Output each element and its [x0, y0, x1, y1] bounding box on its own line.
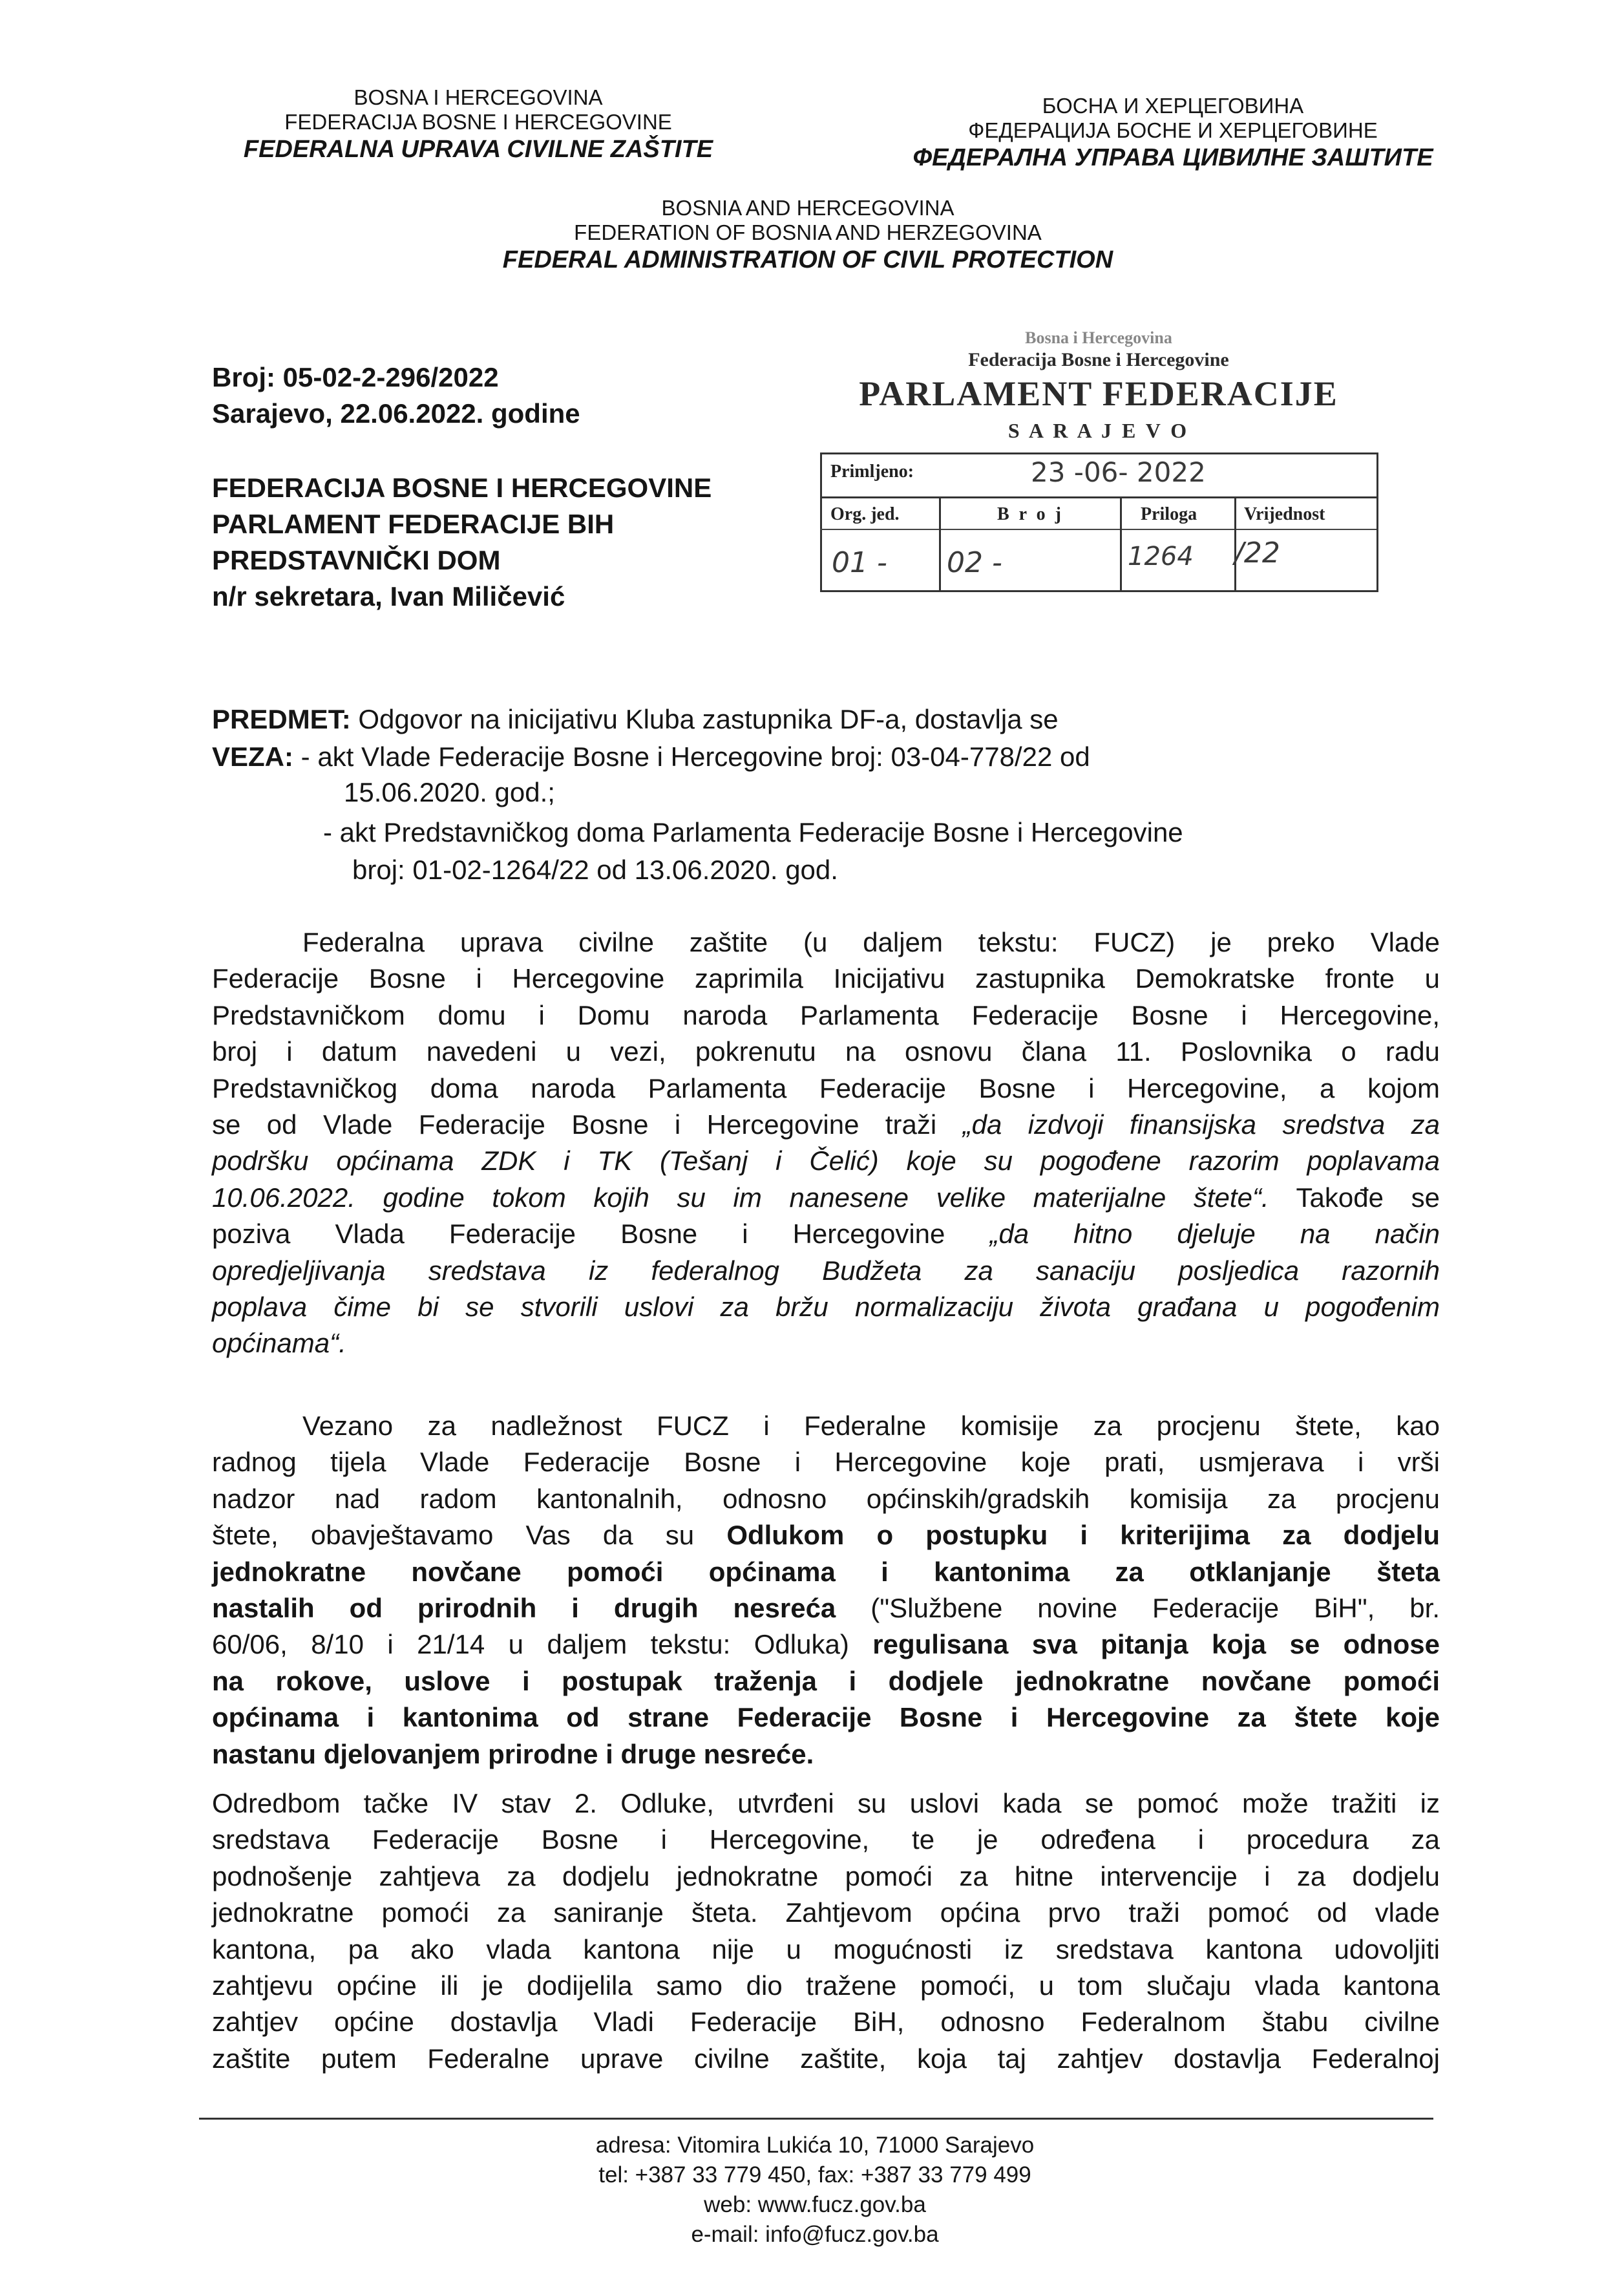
recipient-line-3: PREDSTAVNIČKI DOM [212, 545, 501, 575]
p2-line [212, 1626, 1440, 1663]
p2-line: jednokratne novčane pomoći općinama i kantonima za otklanjanje šteta [212, 1556, 1440, 1587]
stamp-col-attachments: Priloga [1141, 504, 1197, 524]
stamp-line-federation: Federacija Bosne i Hercegovine [968, 349, 1229, 370]
header-center-country: BOSNIA AND HERCEGOVINA [661, 196, 954, 220]
stamp-header-divider [820, 529, 1376, 530]
header-center-federation: FEDERATION OF BOSNIA AND HERZEGOVINA [574, 220, 1042, 244]
p1-line: opredjeljivanja sredstava iz federalnog Budžeta za sanaciju posljedica razornih [212, 1255, 1440, 1286]
stamp-handwritten-year: /22 [1234, 537, 1280, 570]
p1-line: poplava čime bi se stvorili uslovi za bržu normalizaciju života građana u pogođenim [212, 1292, 1440, 1323]
p1-text: poziva Vlada Federacije Bosne i Hercegovine [212, 1219, 990, 1250]
stamp-col-divider-1 [939, 496, 941, 590]
p2-line [212, 1590, 1440, 1626]
p1-text: se od Vlade Federacije Bosne i Hercegovine traži [212, 1109, 963, 1140]
subject-line [212, 701, 1059, 738]
header-center [323, 196, 1292, 275]
p3-line: sredstava Federacije Bosne i Hercegovine, te je određena i procedura za [212, 1824, 1440, 1855]
p2-bold: Odlukom o postupku i kriterijima za dodjelu [726, 1520, 1440, 1551]
p1-line: podršku općinama ZDK i TK (Tešanj i Čelić) koje su pogođene razorim poplavama [212, 1145, 1440, 1176]
veza-item-2-cont: broj: 01-02-1264/22 od 13.06.2020. god. [352, 855, 838, 885]
stamp-handwritten-org: 01 - [832, 546, 887, 579]
receipt-stamp [817, 323, 1380, 608]
paragraph-2 [212, 1408, 1440, 1772]
p2-text: štete, obavještavamo Vas da su [212, 1520, 727, 1551]
header-right-country: БОСНА И ХЕРЦЕГОВИНА [1042, 94, 1304, 118]
p2-bold: nastalih od prirodnih i drugih nesreća [212, 1593, 836, 1624]
header-center-agency: FEDERAL ADMINISTRATION OF CIVIL PROTECTION [502, 246, 1113, 273]
recipient-line-2: PARLAMENT FEDERACIJE BIH [212, 509, 615, 539]
p1-line: Predstavničkom domu i Domu naroda Parlamenta Federacije Bosne i Hercegovine, [212, 999, 1440, 1030]
stamp-row-divider [820, 496, 1376, 498]
document-number: Broj: 05-02-2-296/2022 [212, 362, 499, 392]
veza-item-1-cont: 15.06.2020. god.; [344, 777, 555, 807]
paragraph-3 [212, 1785, 1440, 2077]
p1-line [212, 1107, 1440, 1143]
veza-item-2: - akt Predstavničkog doma Parlamenta Federacije Bosne i Hercegovine [323, 817, 1183, 847]
p1-line [212, 1180, 1440, 1216]
p2-line: općinama i kantonima od strane Federacije Bosne i Hercegovine za štete koje [212, 1702, 1440, 1733]
p2-line: radnog tijela Vlade Federacije Bosne i Hercegovine koje prati, usmjerava i vrši [212, 1447, 1440, 1478]
footer-phone: tel: +387 33 779 450, fax: +387 33 779 499 [598, 2162, 1031, 2188]
recipient-line-4: n/r sekretara, Ivan Miličević [212, 581, 565, 612]
footer-email: e-mail: info@fucz.gov.ba [691, 2222, 939, 2247]
stamp-handwritten-dash: 02 - [947, 546, 1002, 579]
stamp-col-org-unit: Org. jed. [830, 504, 900, 524]
p1-quote: „da hitno djeluje na način [989, 1219, 1440, 1250]
stamp-received-label: Primljeno: [830, 462, 914, 482]
p2-text: 60/06, 8/10 i 21/14 u daljem tekstu: Odluka) [212, 1629, 873, 1660]
veza-label: VEZA: [212, 741, 293, 772]
header-right-federation: ФЕДЕРАЦИЈА БОСНЕ И ХЕРЦЕГОВИНЕ [968, 118, 1378, 142]
p3-line: Odredbom tačke IV stav 2. Odluke, utvrđeni su uslovi kada se pomoć može tražiti iz [212, 1788, 1440, 1818]
p1-quote: 10.06.2022. godine tokom kojih su im nanesene velike materijalne štete“. [212, 1182, 1269, 1213]
p3-line: jednokratne pomoći za saniranje šteta. Zahtjevom općina prvo traži pomoć od vlade [212, 1897, 1440, 1928]
stamp-col-divider-2 [1120, 496, 1122, 590]
p1-line: broj i datum navedeni u vezi, pokrenutu na osnovu člana 11. Poslovnika o radu [212, 1036, 1440, 1067]
p2-line: na rokove, uslove i postupak traženja i dodjele jednokratne novčane pomoći [212, 1665, 1440, 1696]
stamp-line-parliament: PARLAMENT FEDERACIJE [859, 374, 1338, 413]
footer-address: adresa: Vitomira Lukića 10, 71000 Sarajevo [595, 2133, 1035, 2158]
subject-label: PREDMET: [212, 704, 351, 734]
p1-quote: „da izdvoji finansijska sredstva za [962, 1109, 1440, 1140]
reference-block [212, 359, 580, 432]
header-left-federation: FEDERACIJA BOSNE I HERCEGOVINE [284, 110, 672, 134]
recipient-line-1: FEDERACIJA BOSNE I HERCEGOVINE [212, 473, 712, 503]
header-left-country: BOSNA I HERCEGOVINA [353, 85, 603, 109]
stamp-col-value: Vrijednost [1244, 504, 1325, 524]
header-left [194, 85, 763, 164]
p3-line: zahtjev općine dostavlja Vladi Federacije BiH, odnosno Federalnom štabu civilne [212, 2007, 1440, 2038]
stamp-line-country: Bosna i Hercegovina [1025, 328, 1172, 347]
header-right-agency: ФЕДЕРАЛНА УПРАВА ЦИВИЛНЕ ЗАШТИТЕ [912, 144, 1433, 171]
stamp-received-date: 23 -06- 2022 [1031, 456, 1206, 488]
p2-line: nadzor nad radom kantonalnih, odnosno općinskih/gradskih komisija za procjenu [212, 1483, 1440, 1514]
veza-item-1: - akt Vlade Federacije Bosne i Hercegovine broj: 03-04-778/22 od [293, 741, 1090, 772]
recipient-block [212, 470, 712, 615]
p2-text: ("Službene novine Federacije BiH", br. [836, 1593, 1440, 1624]
p1-line [212, 1216, 1440, 1252]
p2-bold: regulisana sva pitanja koja se odnose [872, 1629, 1440, 1660]
stamp-line-city: S A R A J E V O [1007, 419, 1190, 442]
stamp-col-number: B r o j [997, 504, 1064, 524]
p2-line: Vezano za nadležnost FUCZ i Federalne komisije za procjenu štete, kao [302, 1410, 1440, 1441]
subject-text: Odgovor na inicijativu Kluba zastupnika DF-a, dostavlja se [350, 704, 1059, 734]
paragraph-1 [212, 924, 1440, 1362]
p2-line: nastanu djelovanjem prirodne i druge nesreće. [212, 1738, 814, 1769]
footer-web: web: www.fucz.gov.ba [704, 2192, 926, 2217]
p1-line: općinama“. [212, 1328, 346, 1359]
p3-line: podnošenje zahtjeva za dodjelu jednokratne pomoći za hitne intervencije i za dodjelu [212, 1860, 1440, 1891]
document-place-date: Sarajevo, 22.06.2022. godine [212, 398, 580, 429]
p2-line [212, 1517, 1440, 1553]
header-right [866, 94, 1480, 173]
veza-line-1 [212, 739, 1090, 775]
p1-line: Predstavničkog doma naroda Parlamenta Federacije Bosne i Hercegovine, a kojom [212, 1072, 1440, 1103]
stamp-handwritten-number: 1264 [1128, 542, 1194, 571]
p1-line: Federalna uprava civilne zaštite (u daljem tekstu: FUCZ) je preko Vlade [302, 927, 1440, 957]
p1-text: Takođe se [1269, 1182, 1440, 1213]
footer-divider [199, 2118, 1433, 2120]
p1-line: Federacije Bosne i Hercegovine zaprimila Inicijativu zastupnika Demokratske fronte u [212, 963, 1440, 994]
p3-line: zahtjevu općine ili je dodijelila samo dio tražene pomoći, u tom slučaju vlada kantona [212, 1970, 1440, 2001]
header-left-agency: FEDERALNA UPRAVA CIVILNE ZAŠTITE [243, 136, 713, 163]
p3-line: kantona, pa ako vlada kantona nije u mogućnosti iz sredstava kantona udovoljiti [212, 1933, 1440, 1964]
p3-line: zaštite putem Federalne uprave civilne zaštite, koja taj zahtjev dostavlja Federalnoj [212, 2043, 1440, 2074]
footer [198, 2131, 1432, 2250]
